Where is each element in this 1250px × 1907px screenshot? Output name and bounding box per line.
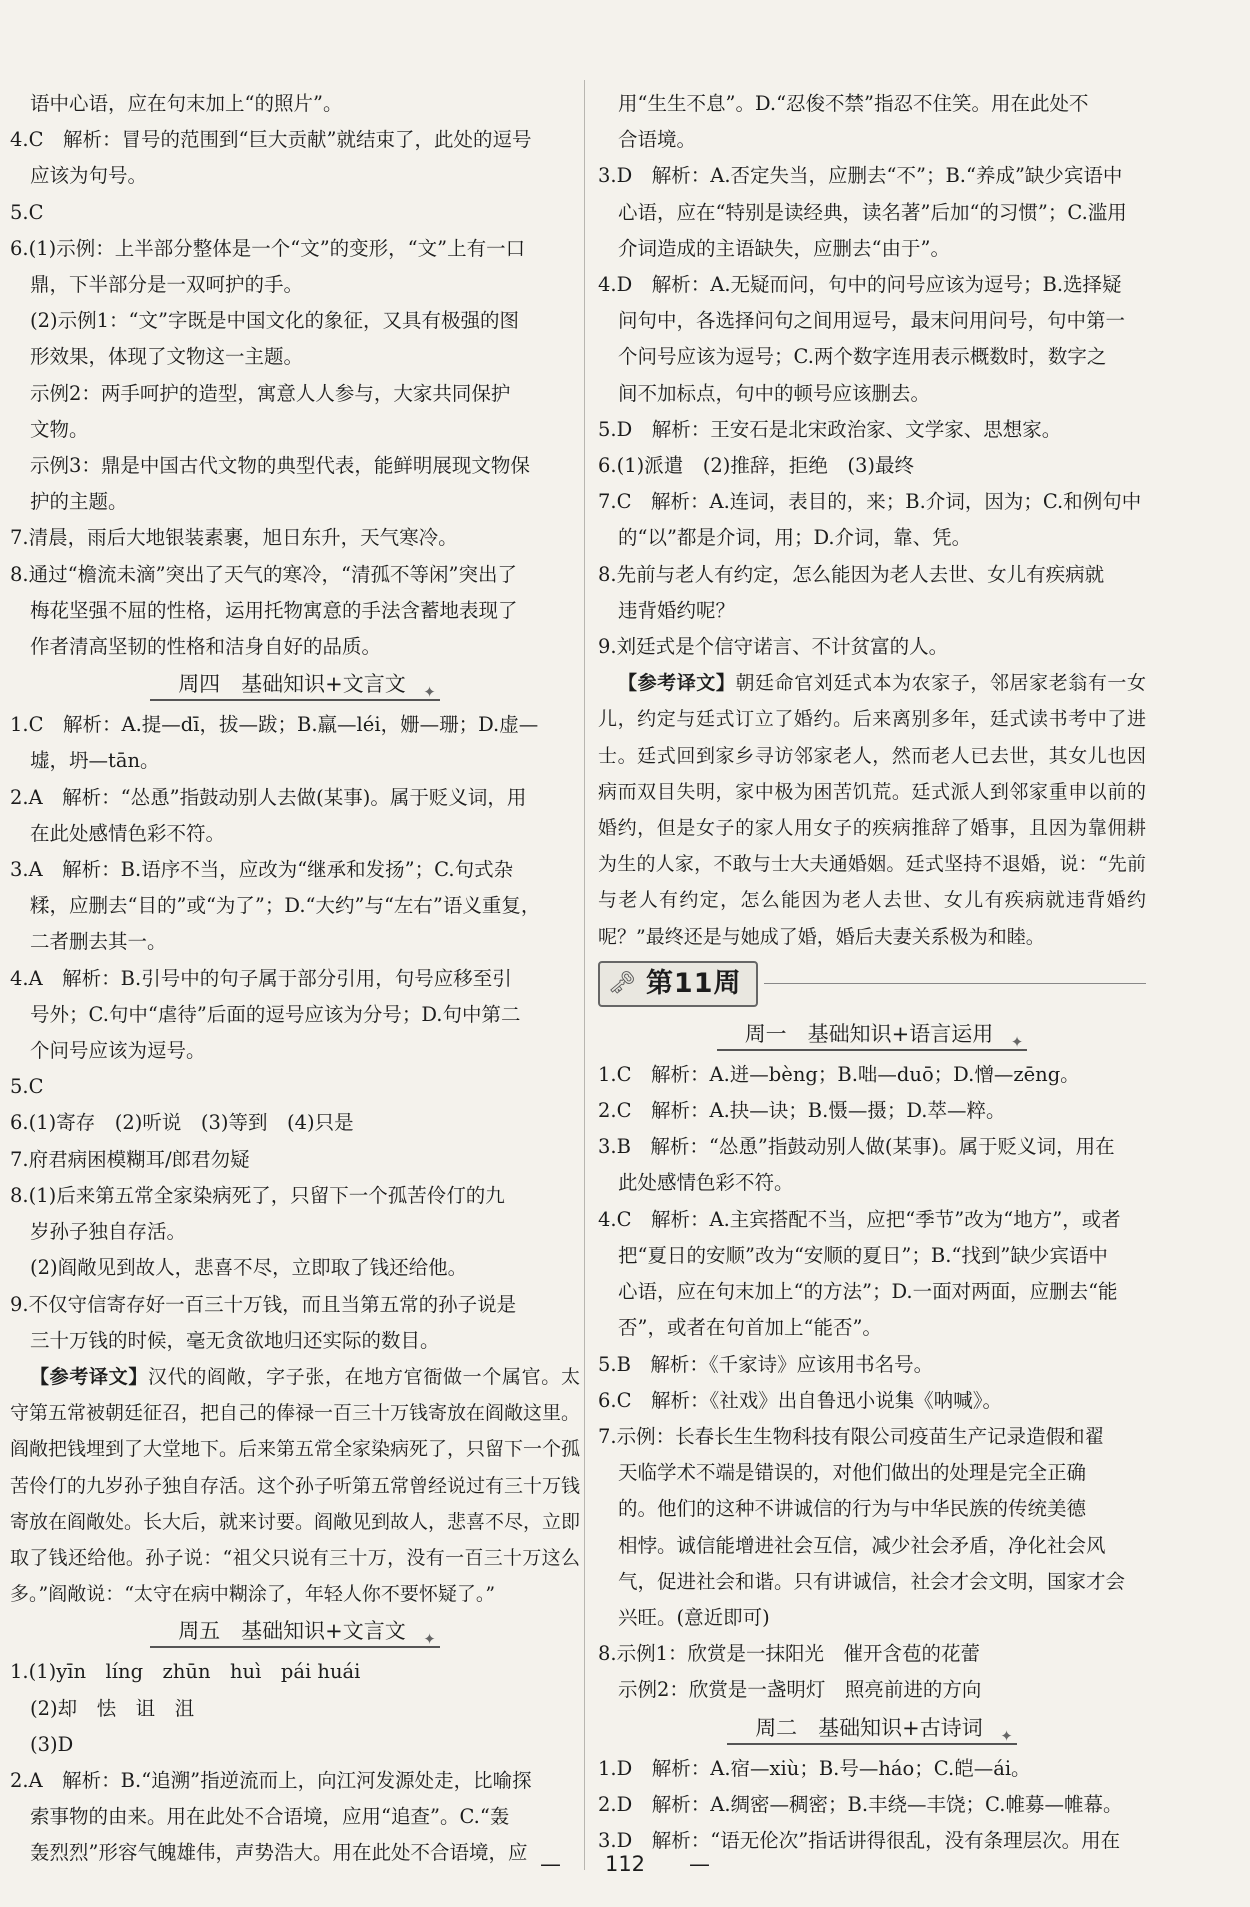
answer-line: 6.C 解析：《社戏》出自鲁迅小说集《呐喊》。 — [598, 1388, 1003, 1412]
answer-line: 示例3：鼎是中国古代文物的典型代表，能鲜明展现文物保 — [30, 454, 530, 478]
answer-line: 9.刘廷式是个信守诺言、不计贫富的人。 — [598, 635, 949, 659]
answer-line: 护的主题。 — [30, 490, 128, 514]
translation-tag: 【参考译文】 — [30, 1365, 148, 1388]
answer-line: 示例2：两手呵护的造型，寓意人人参与，大家共同保护 — [30, 381, 511, 405]
answer-line: 8.示例1：欣赏是一抹阳光 催开含苞的花蕾 — [598, 1642, 981, 1666]
answer-line: 4.C 解析：A.主宾搭配不当，应把“季节”改为“地方”，或者 — [598, 1207, 1121, 1231]
answer-line: 心语，应在“特别是读经典，读名著”后加“的习惯”；C.滥用 — [618, 200, 1127, 224]
section-heading-text: 周二 基础知识+古诗词 ✦ — [727, 1713, 1017, 1745]
answer-line: 2.A 解析：“怂恿”指鼓动别人去做(某事)。属于贬义词，用 — [10, 785, 527, 809]
answer-line: 岁孙子独自存活。 — [30, 1220, 187, 1244]
week-heading — [598, 961, 1146, 1007]
translation-text: 朝廷命官刘廷式本为农家子，邻居家老翁有一女儿，约定与廷式订立了婚约。后来离别多年，廷式读书考中了进士。廷式回到家乡寻访邻家老人，然而老人已去世，其女儿也因病而双目失明，家中极为困苦饥荒。廷式派人到邻家重申以前的婚约，但是女子的家人用女子的疾病推辞了婚事，且因为靠佣耕为生的人家，不敢与士大夫通婚姻。廷式坚持不退婚，说：“先前与老人有约定，怎么能因为老人去世、女儿有疾病就违背婚约呢？”最终还是与她成了婚，婚后夫妻关系极为和睦。 — [598, 672, 1146, 948]
answer-line: 天临学术不端是错误的，对他们做出的处理是完全正确 — [618, 1461, 1087, 1485]
footer-dash-right: — — [689, 1852, 711, 1876]
reference-translation — [10, 1359, 580, 1612]
answer-line: (3)D — [30, 1732, 74, 1756]
answer-line: 7.C 解析：A.连词，表目的，来；B.介词，因为；C.和例句中 — [598, 490, 1142, 514]
answer-line: 4.A 解析：B.引号中的句子属于部分引用，句号应移至引 — [10, 966, 512, 990]
answer-line: 5.C — [10, 1075, 44, 1099]
answer-line: 相悖。诚信能增进社会互信，减少社会矛盾，净化社会风 — [618, 1533, 1106, 1557]
answer-line: 个问号应该为逗号。 — [30, 1039, 206, 1063]
answer-line: 三十万钱的时候，毫无贪欲地归还实际的数目。 — [30, 1328, 440, 1352]
answer-line: 墟，坍—tān。 — [30, 749, 160, 773]
answer-line: 9.不仅守信寄存好一百三十万钱，而且当第五常的孙子说是 — [10, 1292, 517, 1316]
answer-line: 5.C — [10, 200, 44, 224]
answer-line: 问句中，各选择问句之间用逗号，最末问用问号，句中第一 — [618, 309, 1126, 333]
answer-line: 1.C 解析：A.迸—bèng；B.咄—duō；D.憎—zēng。 — [598, 1062, 1080, 1086]
answer-line: 轰烈烈”形容气魄雄伟，声势浩大。用在此处不合语境，应 — [30, 1841, 528, 1865]
answer-line: 二者删去其一。 — [30, 930, 167, 954]
answer-line: 作者清高坚韧的性格和洁身自好的品质。 — [30, 635, 382, 659]
answer-line: 用“生生不息”。D.“忍俊不禁”指忍不住笑。用在此处不 — [618, 92, 1089, 115]
answer-line: 气，促进社会和谐。只有讲诚信，社会才会文明，国家才会 — [618, 1569, 1126, 1593]
page-number-footer — [0, 1852, 1250, 1876]
answer-line: 应该为句号。 — [30, 164, 148, 188]
answer-line: 鼎，下半部分是一双呵护的手。 — [30, 273, 304, 297]
answer-line: 5.B 解析：《千家诗》应该用书名号。 — [598, 1352, 934, 1376]
week-title: 第11周 — [645, 967, 742, 999]
section-heading — [598, 1019, 1146, 1051]
answer-line: 文物。 — [30, 417, 89, 441]
answer-line: 违背婚约呢？ — [618, 598, 736, 622]
answer-line: (2)阎敞见到故人，悲喜不尽，立即取了钱还给他。 — [30, 1256, 468, 1280]
answer-line: 语中心语，应在句末加上“的照片”。 — [30, 92, 343, 115]
answer-line: 3.A 解析：B.语序不当，应改为“继承和发扬”；C.句式杂 — [10, 858, 514, 882]
answer-line: 糅，应删去“目的”或“为了”；D.“大约”与“左右”语义重复， — [30, 894, 541, 918]
answer-line: (2)示例1：“文”字既是中国文化的象征，又具有极强的图 — [30, 309, 519, 333]
answer-line: 3.B 解析：“怂恿”指鼓动别人做(某事)。属于贬义词，用在 — [598, 1135, 1115, 1159]
answer-line: 梅花坚强不屈的性格，运用托物寓意的手法含蓄地表现了 — [30, 598, 518, 622]
week-heading-box — [598, 961, 758, 1007]
answer-line: 7.示例：长春长生生物科技有限公司疫苗生产记录造假和翟 — [598, 1424, 1105, 1448]
answer-line: 把“夏日的安顺”改为“安顺的夏日”；B.“找到”缺少宾语中 — [618, 1243, 1108, 1267]
answer-line: 3.D 解析：A.否定失当，应删去“不”；B.“养成”缺少宾语中 — [598, 164, 1123, 188]
answer-line: 个问号应该为逗号；C.两个数字连用表示概数时，数字之 — [618, 345, 1107, 369]
answer-line: 8.先前与老人有约定，怎么能因为老人去世、女儿有疾病就 — [598, 562, 1105, 586]
section-heading — [598, 1713, 1146, 1745]
left-column — [10, 86, 580, 1872]
answer-line: (2)却 怯 诅 沮 — [30, 1696, 195, 1720]
answer-line: 示例2：欣赏是一盏明灯 照亮前进的方向 — [618, 1678, 982, 1702]
answer-line: 合语境。 — [618, 128, 697, 152]
translation-text: 汉代的阎敞，字子张，在地方官衙做一个属官。太守第五常被朝廷征召，把自己的俸禄一百三十万钱寄放在阎敞这里。阎敞把钱埋到了大堂地下。后来第五常全家染病死了，只留下一个孤苦伶仃的九岁孙子独自存活。这个孙子听第五常曾经说过有三十万钱寄放在阎敞处。长大后，就来讨要。阎敞见到故人，悲喜不尽，立即取了钱还给他。孙子说：“祖父只说有三十万，没有一百三十万这么多。”阎敞说：“太守在病中糊涂了，年轻人你不要怀疑了。” — [10, 1365, 581, 1606]
answer-line: 此处感情色彩不符。 — [618, 1171, 794, 1195]
answer-line: 4.D 解析：A.无疑而问，句中的问号应该为逗号；B.选择疑 — [598, 273, 1122, 297]
answer-line: 8.通过“檐流未滴”突出了天气的寒冷，“清孤不等闲”突出了 — [10, 562, 517, 586]
answer-line: 号外；C.句中“虐待”后面的逗号应该为分号；D.句中第二 — [30, 1002, 521, 1026]
section-heading-text: 周一 基础知识+语言运用 ✦ — [717, 1019, 1028, 1051]
answer-line: 6.(1)示例：上半部分整体是一个“文”的变形，“文”上有一口 — [10, 236, 526, 260]
section-heading-text: 周四 基础知识+文言文 ✦ — [150, 669, 440, 701]
answer-line: 心语，应在句末加上“的方法”；D.一面对两面，应删去“能 — [618, 1280, 1118, 1304]
week-rule — [764, 983, 1146, 984]
answer-line: 1.(1)yīn líng zhūn huì pái huái — [10, 1660, 361, 1684]
footer-dash-left: — — [539, 1852, 561, 1876]
answer-line: 在此处感情色彩不符。 — [30, 821, 226, 845]
section-heading-text: 周五 基础知识+文言文 ✦ — [150, 1616, 440, 1648]
answer-line: 7.清晨，雨后大地银装素裹，旭日东升，天气寒冷。 — [10, 526, 458, 550]
answer-line: 1.D 解析：A.宿—xiù；B.号—háo；C.皑—ái。 — [598, 1756, 1031, 1780]
answer-line: 7.府君病困模糊耳/郎君勿疑 — [10, 1147, 250, 1171]
answer-line: 否”，或者在句首加上“能否”。 — [618, 1316, 882, 1340]
answer-line: 间不加标点，句中的顿号应该删去。 — [618, 381, 931, 405]
answer-line: 2.A 解析：B.“追溯”指逆流而上，向江河发源处走，比喻探 — [10, 1768, 532, 1792]
answer-line: 2.D 解析：A.绸密—稠密；B.丰绕—丰饶；C.帷募—帷幕。 — [598, 1792, 1123, 1816]
answer-line: 兴旺。(意近即可) — [618, 1605, 770, 1629]
answer-line: 2.C 解析：A.抉—诀；B.慑—摄；D.萃—粹。 — [598, 1099, 1006, 1123]
translation-tag: 【参考译文】 — [618, 672, 736, 695]
answer-line: 4.C 解析：冒号的范围到“巨大贡献”就结束了，此处的逗号 — [10, 128, 532, 152]
answer-line: 3.D 解析：“语无伦次”指话讲得很乱，没有条理层次。用在 — [598, 1828, 1121, 1852]
right-column — [598, 86, 1146, 1859]
keys-icon: 🗝 — [608, 970, 636, 996]
answer-line: 6.(1)派遣 (2)推辞，拒绝 (3)最终 — [598, 454, 914, 478]
section-heading — [10, 669, 580, 701]
answer-line: 5.D 解析：王安石是北宋政治家、文学家、思想家。 — [598, 417, 1062, 441]
answer-line: 6.(1)寄存 (2)听说 (3)等到 (4)只是 — [10, 1111, 354, 1135]
reference-translation — [598, 665, 1146, 955]
section-heading — [10, 1616, 580, 1648]
answer-line: 介词造成的主语缺失，应删去“由于”。 — [618, 236, 950, 260]
answer-line: 索事物的由来。用在此处不合语境，应用“追查”。C.“轰 — [30, 1805, 510, 1829]
column-divider — [584, 80, 585, 1870]
answer-line: 形效果，体现了文物这一主题。 — [30, 345, 304, 369]
answer-line: 的。他们的这种不讲诚信的行为与中华民族的传统美德 — [618, 1497, 1087, 1521]
page-number: 112 — [604, 1852, 646, 1876]
answer-line: 1.C 解析：A.提—dī，拔—跋；B.羸—léi，姗—珊；D.虚— — [10, 713, 539, 737]
answer-line: 的“以”都是介词，用；D.介词，靠、凭。 — [618, 526, 972, 550]
answer-line: 8.(1)后来第五常全家染病死了，只留下一个孤苦伶仃的九 — [10, 1183, 505, 1207]
